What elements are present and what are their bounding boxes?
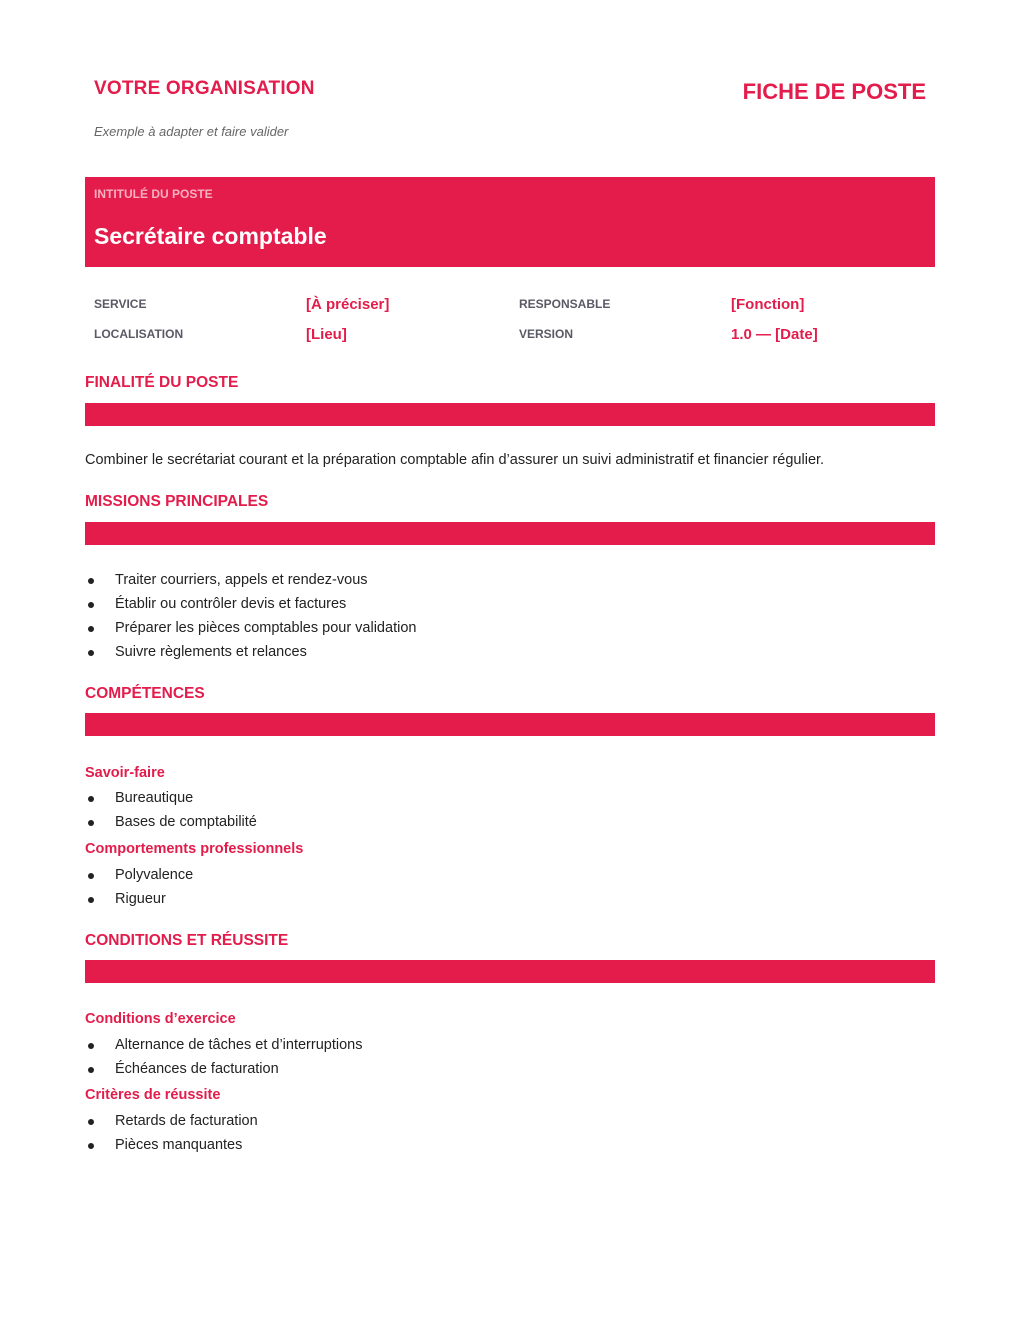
list-item-text: Rigueur (115, 891, 166, 907)
bullet-icon (88, 578, 94, 584)
list-item-text: Alternance de tâches et d’interruptions (115, 1037, 363, 1053)
bullet-icon (88, 1043, 94, 1049)
list-item (85, 568, 416, 592)
bullet-icon (88, 626, 94, 632)
bullet-icon (88, 873, 94, 879)
version-label: VERSION (519, 327, 574, 341)
competences-section (85, 684, 935, 907)
list-item (85, 640, 416, 664)
list-item (85, 786, 257, 810)
list-item (85, 1057, 362, 1081)
finalite-heading: FINALITÉ DU POSTE (85, 374, 239, 391)
competences-heading: COMPÉTENCES (85, 685, 205, 702)
criteres-reussite-list (85, 1109, 258, 1157)
bullet-icon (88, 820, 94, 826)
conditions-exercice-heading: Conditions d’exercice (85, 1011, 236, 1027)
list-item (85, 1033, 362, 1057)
organization-name: VOTRE ORGANISATION (94, 78, 315, 99)
finalite-section (85, 373, 935, 468)
bullet-icon (88, 1143, 94, 1149)
comportements-list (85, 863, 193, 911)
bullet-icon (88, 897, 94, 903)
disclaimer-note: Exemple à adapter et faire valider (94, 124, 289, 139)
list-item-text: Suivre règlements et relances (115, 644, 307, 660)
list-item-text: Polyvalence (115, 867, 194, 883)
missions-section (85, 492, 935, 660)
list-item-text: Préparer les pièces comptables pour validation (115, 620, 417, 636)
list-item (85, 887, 193, 911)
service-label: SERVICE (94, 297, 147, 311)
list-item-text: Bureautique (115, 790, 194, 806)
competences-divider-bar (85, 713, 935, 736)
list-item-text: Pièces manquantes (115, 1137, 243, 1153)
list-item (85, 592, 416, 616)
list-item-text: Établir ou contrôler devis et factures (115, 596, 347, 612)
finalite-text: Combiner le secrétariat courant et la préparation comptable afin d’assurer un suivi administratif et financier régulier. (85, 452, 825, 468)
job-title-label: INTITULÉ DU POSTE (94, 187, 213, 201)
service-value: [À préciser] (306, 296, 390, 313)
list-item-text: Bases de comptabilité (115, 814, 257, 830)
bullet-icon (88, 1119, 94, 1125)
list-item (85, 810, 257, 834)
list-item-text: Traiter courriers, appels et rendez-vous (115, 572, 368, 588)
savoir-faire-heading: Savoir-faire (85, 765, 165, 781)
list-item-text: Retards de facturation (115, 1113, 258, 1129)
responsable-label: RESPONSABLE (519, 297, 611, 311)
conditions-divider-bar (85, 960, 935, 983)
list-item (85, 863, 193, 887)
localisation-value: [Lieu] (306, 326, 347, 343)
list-item (85, 1133, 258, 1157)
bullet-icon (88, 602, 94, 608)
localisation-label: LOCALISATION (94, 327, 184, 341)
missions-heading: MISSIONS PRINCIPALES (85, 493, 269, 510)
bullet-icon (88, 796, 94, 802)
document-type: FICHE DE POSTE (742, 79, 926, 104)
bullet-icon (88, 650, 94, 656)
list-item (85, 616, 416, 640)
comportements-heading: Comportements professionnels (85, 841, 304, 857)
bullet-icon (88, 1067, 94, 1073)
job-title-band (85, 177, 935, 267)
missions-divider-bar (85, 522, 935, 545)
list-item (85, 1109, 258, 1133)
responsable-value: [Fonction] (731, 296, 805, 313)
list-item-text: Échéances de facturation (115, 1061, 279, 1077)
criteres-reussite-heading: Critères de réussite (85, 1087, 221, 1103)
conditions-section (85, 931, 935, 1153)
savoir-faire-list (85, 786, 257, 834)
version-value: 1.0 — [Date] (731, 326, 818, 343)
finalite-divider-bar (85, 403, 935, 426)
job-title: Secrétaire comptable (94, 223, 327, 249)
conditions-exercice-list (85, 1033, 362, 1081)
missions-list (85, 568, 416, 664)
conditions-heading: CONDITIONS ET RÉUSSITE (85, 932, 289, 949)
